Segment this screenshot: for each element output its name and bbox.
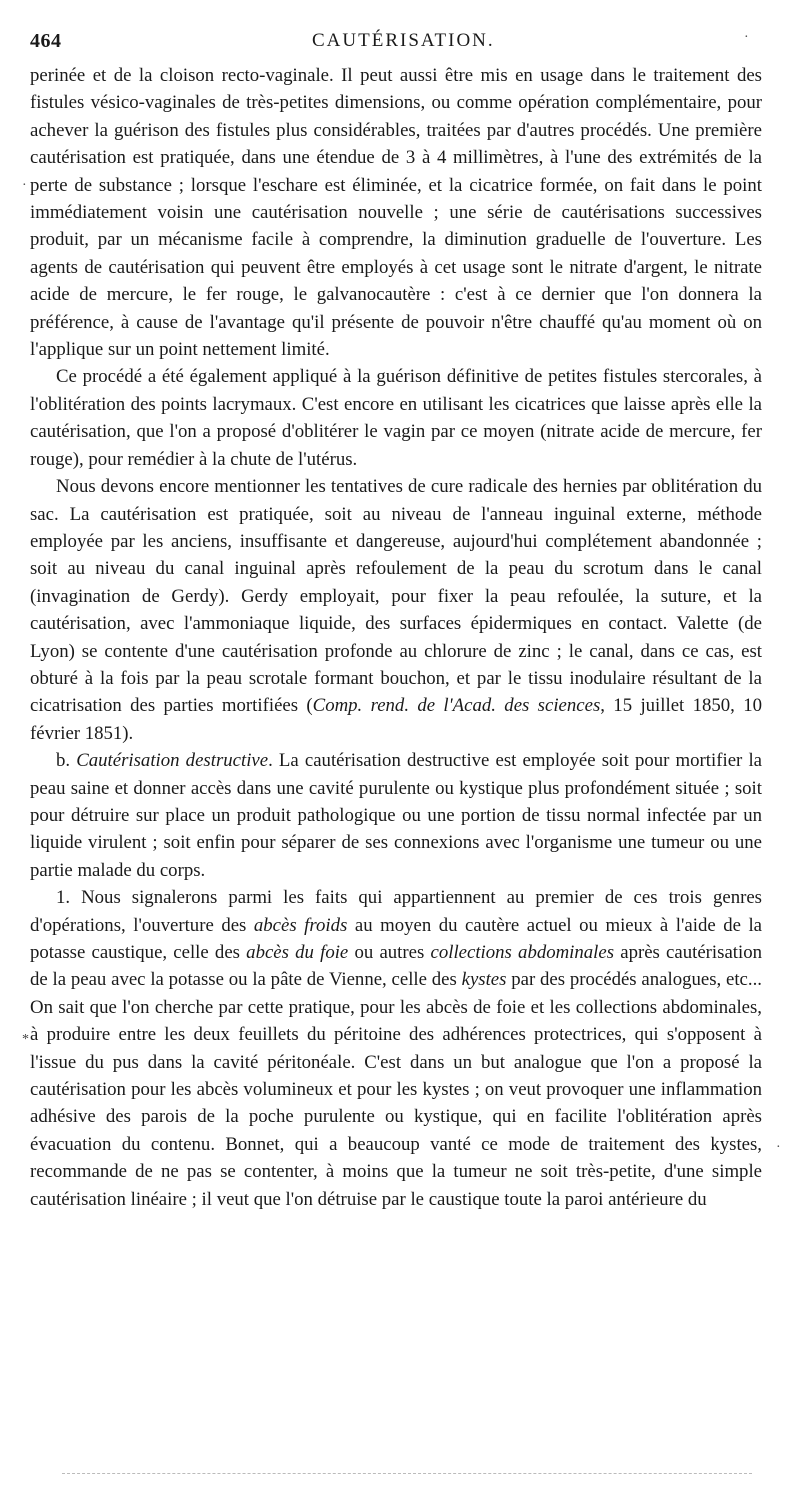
italic-text: abcès froids xyxy=(253,914,348,936)
running-title: CAUTÉRISATION. xyxy=(312,30,495,51)
text-run: . La cautérisation destructive est employée soit pour mortifier la peau saine et donner accès dans une cavité purulente ou kystique plus profondément située ; soit pour détruire sur place un produit pathologique ou une portion de tissu normal infectée par un liquide virulent ; soit enfin pour séparer de ses connexions avec l'organisme une tumeur ou une partie malade du corps. xyxy=(30,750,762,881)
stray-mark-dot: · xyxy=(22,178,27,193)
paragraph xyxy=(30,884,762,1213)
paragraph xyxy=(30,62,762,363)
text-run: , 15 juillet 1850, 10 février 1851). xyxy=(30,695,762,744)
text-run: 1. Nous signalerons parmi les faits qui appartiennent au premier de ces trois genres d'opérations, l'ouverture des xyxy=(30,887,762,936)
body-text xyxy=(30,62,762,1213)
text-run: par des procédés analogues, etc... On sait que l'on cherche par cette pratique, pour les abcès de foie et les collections abdominales, à produire entre les deux feuillets du péritoine des adhérences protectrices, qui s'opposent à l'issue du pus dans la cavité péritonéale. C'est dans un but analogue que l'on a proposé la cautérisation pour les abcès volumineux et pour les kystes ; on veut provoquer une inflammation adhésive des parois de la poche purulente ou kystique, qui en facilite l'oblitération après évacuation du contenu. Bonnet, qui a beaucoup vanté ce mode de traitement des kystes, recommande de ne pas se contenter, à moins que la tumeur ne soit très-petite, d'une simple cautérisation linéaire ; il veut que l'on détruise par le caustique toute la paroi antérieure du xyxy=(30,969,762,1210)
stray-mark-dot: * xyxy=(22,1032,29,1047)
paragraph xyxy=(30,363,762,473)
page-header xyxy=(30,30,770,60)
stray-mark-dot: · xyxy=(776,1140,781,1155)
italic-text: collections abdominales xyxy=(430,942,615,963)
text-run: b. xyxy=(56,750,77,772)
paragraph xyxy=(30,747,762,884)
text-run: après cautérisation de la peau avec la potasse ou la pâte de Vienne, celle des xyxy=(30,942,763,991)
text-run: perinée et de la cloison recto-vaginale. Il peut aussi être mis en usage dans le traitement des fistules vésico-vaginales de très-petites dimensions, ou comme opération complémentaire, pour achever la guérison des fistules plus considérables, traitées par d'autres procédés. Une première cautérisation est pratiquée, dans une étendue de 3 à 4 millimètres, à l'une des extrémités de la perte de substance ; lorsque l'eschare est éliminée, et la cicatrice formée, on fait dans le point immédiatement voisin une cautérisation nouvelle ; une série de cautérisations successives produit, par un mécanisme facile à comprendre, la diminution graduelle de l'ouverture. Les agents de cautérisation qui peuvent être employés à cet usage sont le nitrate d'argent, le nitrate acide de mercure, le fer rouge, le galvanocautère : c'est à ce dernier que l'on donnera la préférence, à cause de l'avantage qu'il présente de pouvoir n'être chauffé qu'au moment où on l'applique sur un point nettement limité. xyxy=(30,65,762,361)
italic-text: abcès du foie xyxy=(246,942,349,963)
italic-text: kystes xyxy=(461,969,507,991)
italic-text: Cautérisation destructive xyxy=(76,750,269,772)
footer-rule xyxy=(62,1473,752,1474)
italic-text: Comp. rend. de l'Acad. des sciences xyxy=(312,695,601,717)
text-run: ou autres xyxy=(348,942,431,963)
paragraph xyxy=(30,473,762,747)
text-run: au moyen du cautère actuel ou mieux à l'aide de la potasse caustique, celle des xyxy=(30,914,762,963)
text-run: Nous devons encore mentionner les tentatives de cure radicale des hernies par oblitération du sac. La cautérisation est pratiquée, soit au niveau de l'anneau inguinal externe, méthode employée par les anciens, insuffisante et dangereuse, aujourd'hui complétement abandonnée ; soit au niveau du canal inguinal après refoulement de la peau du scrotum dans le canal (invagination de Gerdy). Gerdy employait, pour fixer la peau refoulée, la suture, et la cautérisation, avec l'ammoniaque liquide, des surfaces épidermiques en contact. Valette (de Lyon) se contente d'une cautérisation profonde au chlorure de zinc ; le canal, dans ce cas, est obturé à la fois par la peau scrotale formant bouchon, et par le tissu inodulaire résultant de la cicatrisation des parties mortifiées ( xyxy=(30,476,762,717)
stray-mark-dot: · xyxy=(744,30,749,45)
page-number: 464 xyxy=(30,30,62,52)
text-run: Ce procédé a été également appliqué à la guérison définitive de petites fistules stercorales, à l'oblitération des points lacrymaux. C'est encore en utilisant les cicatrices que laisse après elle la cautérisation, que l'on a proposé d'oblitérer le vagin par ce moyen (nitrate acide de mercure, fer rouge), pour remédier à la chute de l'utérus. xyxy=(30,366,762,470)
